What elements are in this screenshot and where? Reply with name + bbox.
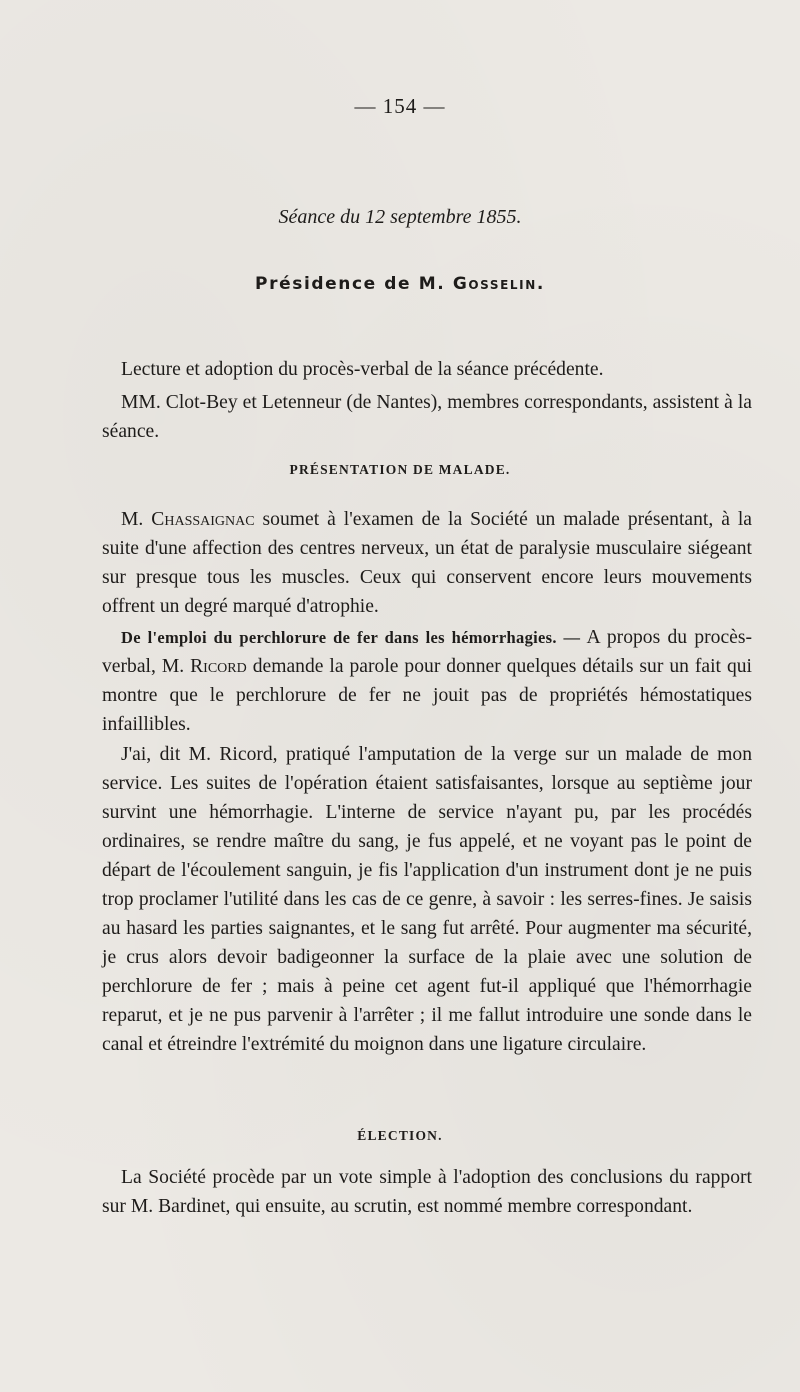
presidence-suffix: .	[536, 274, 545, 294]
perchlorure-name: Ricord	[190, 656, 247, 677]
paragraph-perchlorure	[102, 623, 752, 739]
paragraph-assistants: MM. Clot-Bey et Letenneur (de Nantes), membres correspondants, assistent à la séance.	[102, 392, 752, 442]
section-heading-election: ÉLECTION.	[357, 1128, 443, 1143]
paragraph-presentation	[102, 505, 752, 621]
page-number: — 154 —	[354, 94, 446, 118]
president-name: Gosselin	[452, 274, 537, 294]
presidence-prefix: Présidence de M.	[255, 274, 453, 294]
paragraph-lecture: Lecture et adoption du procès-verbal de la séance précédente.	[121, 359, 604, 380]
section-heading-presentation: PRÉSENTATION DE MALADE.	[289, 462, 511, 477]
perchlorure-body: demande la parole pour donner quelques détails sur un fait qui montre que le perchlorure de fer ne jouit pas de propriétés hémostatiques infaillibles.	[102, 656, 752, 735]
session-title: Séance du 12 septembre 1855.	[278, 206, 522, 228]
perchlorure-intro: A propos du procès-verbal, M.	[102, 627, 752, 677]
presentation-body: soumet à l'examen de la Société un malade présentant, à la suite d'une affection des centres nerveux, un état de paralysie musculaire siégeant sur presque tous les muscles. Ceux qui conservent encore leurs mouvements offrent un degré marqué d'atrophie.	[102, 509, 752, 617]
presentation-prefix: M.	[121, 509, 152, 530]
paragraph-election: La Société procède par un vote simple à l'adoption des conclusions du rapport sur M. Bardinet, qui ensuite, au scrutin, est nommé membre correspondant.	[102, 1167, 752, 1217]
perchlorure-lead: De l'emploi du perchlorure de fer dans les hémorrhagies. —	[121, 628, 581, 647]
presentation-name: Chassaignac	[151, 509, 255, 530]
presidence-line	[0, 274, 800, 294]
paragraph-ricord-quote: J'ai, dit M. Ricord, pratiqué l'amputation de la verge sur un malade de mon service. Les suites de l'opération étaient satisfaisantes, lorsque au septième jour survint une hémorrhagie. L'interne de service n'ayant pu, par les procédés ordinaires, se rendre maître du sang, je fus appelé, et ne voyant pas le point de départ de l'écoulement sanguin, je fis l'application d'un instrument dont je ne puis trop proclamer l'utilité dans les cas de ce genre, à savoir : les serres-fines. Je saisis au hasard les parties saignantes, et le sang fut arrêté. Pour augmenter ma sécurité, je crus alors devoir badigeonner la surface de la plaie avec une solution de perchlorure de fer ; mais à peine cet agent fut-il appliqué que l'hémorrhagie reparut, et je ne pus parvenir à l'arrêter ; il me fallut introduire une sonde dans le canal et étreindre l'extrémité du moignon dans une ligature circulaire.	[102, 744, 752, 1055]
